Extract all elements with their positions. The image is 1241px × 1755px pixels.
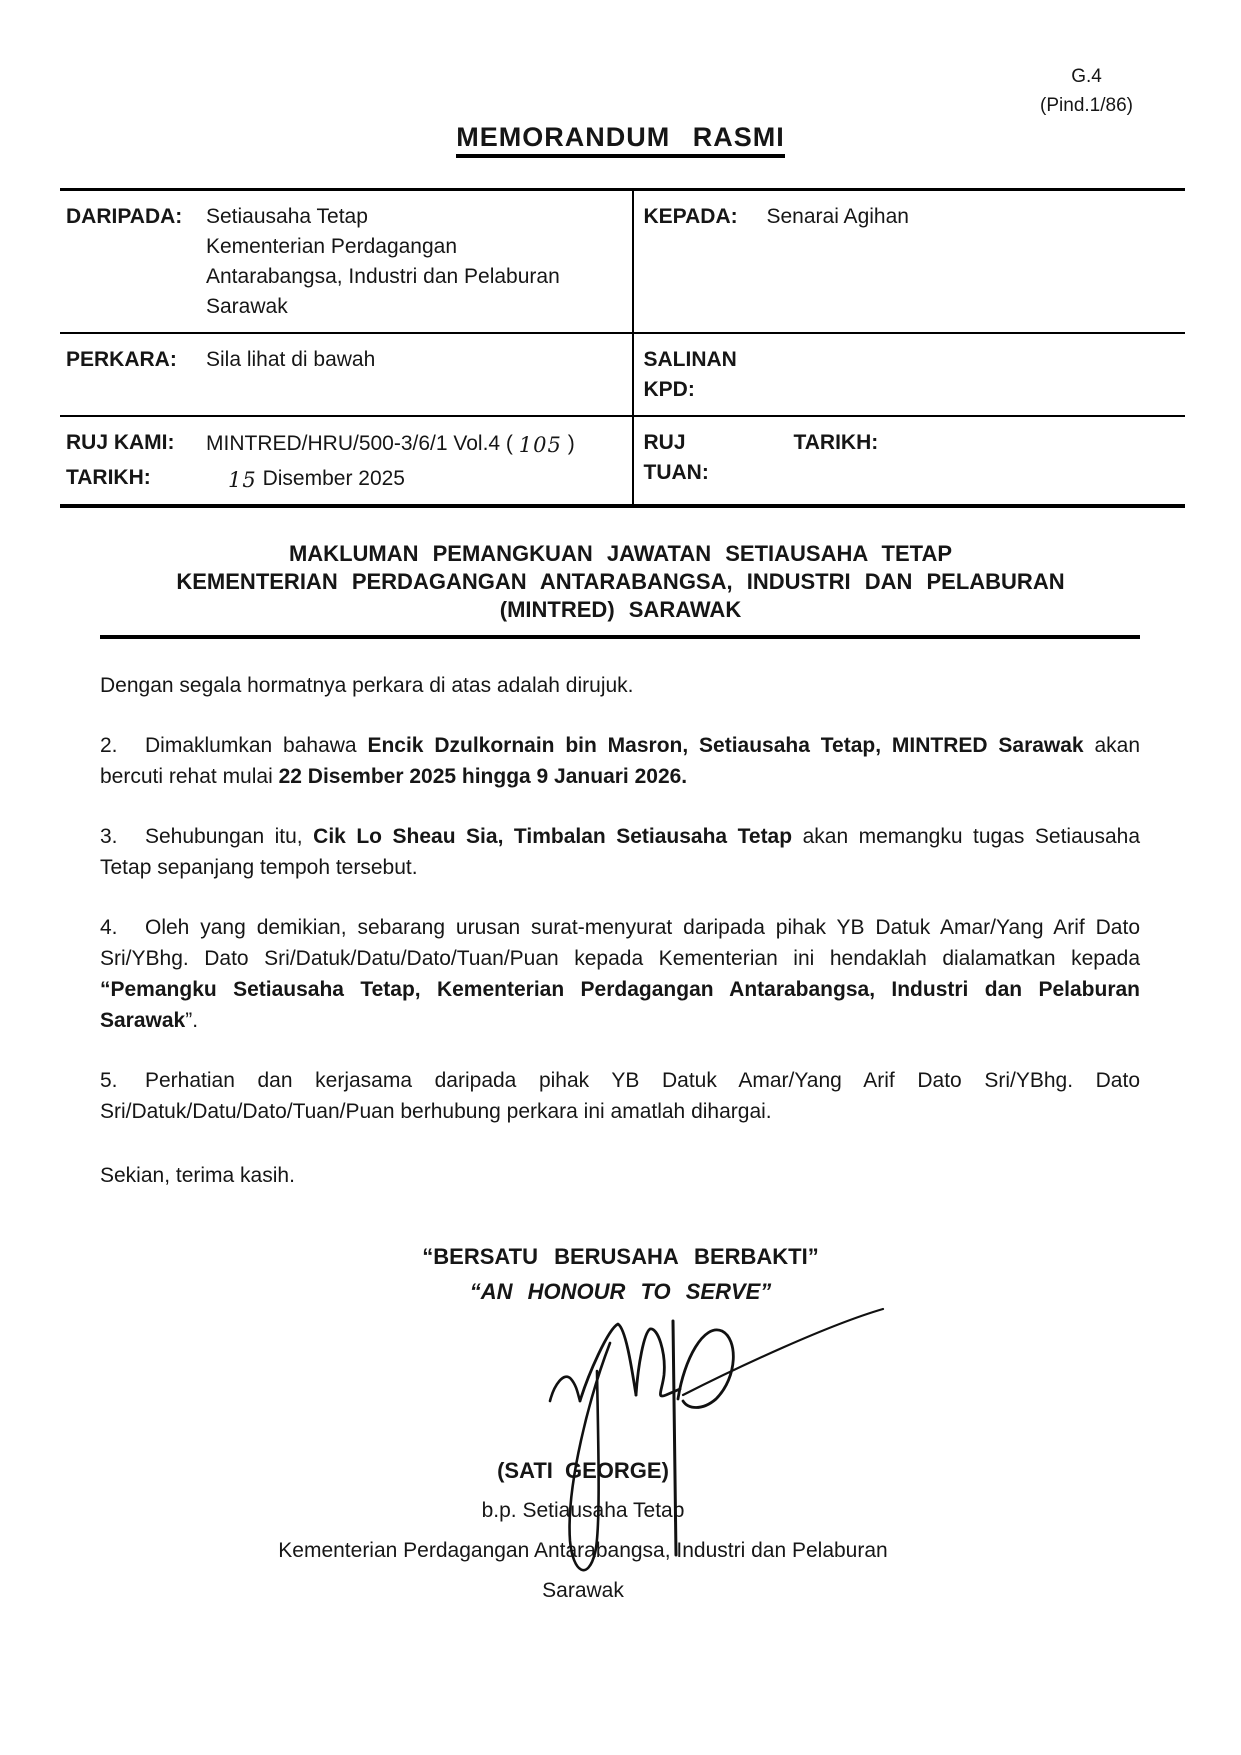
paragraph-5 xyxy=(100,1065,1140,1127)
ruj-tuan-label xyxy=(644,428,794,494)
paragraph-text: Dimaklumkan bahawa xyxy=(145,734,368,757)
paragraph-text: Sehubungan itu, xyxy=(145,825,314,848)
closing-line: Sekian, terima kasih. xyxy=(100,1164,295,1187)
cell-perkara xyxy=(60,334,632,415)
signature-org-line-2: Sarawak xyxy=(542,1579,624,1602)
subject-line-1: MAKLUMAN PEMANGKUAN JAWATAN SETIAUSAHA TETAP xyxy=(288,541,953,566)
tarikh-label: TARIKH: xyxy=(66,466,151,489)
subject-line-2: KEMENTERIAN PERDAGANGAN ANTARABANGSA, INDUSTRI DAN PELABURAN xyxy=(176,569,1065,594)
signature-bp-line: b.p. Setiausaha Tetap xyxy=(481,1499,685,1522)
subject-heading xyxy=(100,540,1141,624)
ruj-kami-handwritten-number: 105 xyxy=(518,433,562,457)
paragraph-4 xyxy=(100,912,1140,1036)
kepada-label: KEPADA: xyxy=(643,205,738,228)
paragraph-bold-text: 22 Disember 2025 hingga 9 Januari 2026. xyxy=(278,765,688,788)
salinan-label: SALINAN xyxy=(643,348,737,371)
paragraph-text: ”. xyxy=(185,1009,199,1032)
paragraph-number: 2. xyxy=(100,734,118,757)
daripada-line: Setiausaha Tetap xyxy=(206,205,368,228)
paragraph-1: Dengan segala hormatnya perkara di atas adalah dirujuk. xyxy=(100,674,634,697)
paragraph-number: 4. xyxy=(100,916,118,939)
form-code: G.4 xyxy=(1071,66,1102,87)
daripada-value xyxy=(206,202,626,322)
tarikh-right-label: TARIKH: xyxy=(793,431,879,454)
motto-block xyxy=(0,1239,1241,1309)
paragraph-bold-text: Cik Lo Sheau Sia, Timbalan Setiausaha Tetap xyxy=(313,825,793,848)
ruj-kami-printed: MINTRED/HRU/500-3/6/1 Vol.4 ( xyxy=(206,432,513,455)
memo-header-table xyxy=(60,188,1185,508)
cell-ruj-tuan xyxy=(632,417,1186,504)
ruj-kami-label: RUJ KAMI: xyxy=(66,431,175,454)
form-revision: (Pind.1/86) xyxy=(1040,95,1133,117)
paragraph-text: akan memangku tugas Setiausaha Tetap sepanjang tempoh tersebut. xyxy=(100,825,1140,879)
ruj-kami-value xyxy=(206,428,626,459)
page-title: MEMORANDUM RASMI xyxy=(456,122,784,158)
daripada-label: DARIPADA: xyxy=(66,205,183,228)
signature-org-line: Kementerian Perdagangan Antarabangsa, Industri dan Pelaburan xyxy=(278,1539,888,1562)
kepada-value: Senarai Agihan xyxy=(766,205,909,228)
cell-ruj-kami xyxy=(60,417,632,504)
tarikh-handwritten-day: 15 xyxy=(228,468,257,492)
paragraph-text: Oleh yang demikian, sebarang urusan surat-menyurat daripada pihak YB Datuk Amar/Yang Arif Dato Sri/YBhg. Dato Sri/Datuk/Datu/Dato/Tuan/Puan kepada Kementerian ini hendaklah dialamatkan kepada xyxy=(100,916,1140,970)
daripada-line: Sarawak xyxy=(206,295,288,318)
table-row-ruj-tarikh xyxy=(60,415,1185,504)
signature-block xyxy=(0,1451,1166,1611)
motto-malay: “BERSATU BERUSAHA BERBAKTI” xyxy=(422,1244,819,1269)
perkara-value: Sila lihat di bawah xyxy=(206,348,376,371)
paragraph-number: 5. xyxy=(100,1069,118,1092)
ruj-label-line: RUJ xyxy=(643,431,686,454)
paragraph-number: 3. xyxy=(100,825,118,848)
memo-body xyxy=(100,670,1140,1191)
motto-english: “AN HONOUR TO SERVE” xyxy=(469,1279,772,1304)
cell-daripada xyxy=(60,191,632,332)
paragraph-text: akan bercuti rehat mulai xyxy=(100,734,1141,788)
kpd-label: KPD: xyxy=(643,378,695,401)
cell-kepada xyxy=(632,191,1186,332)
paragraph-2 xyxy=(100,730,1140,792)
table-row-perkara-salinan xyxy=(60,332,1185,415)
daripada-line: Kementerian Perdagangan xyxy=(206,235,458,258)
paragraph-bold-text: Encik Dzulkornain bin Masron, Setiausaha Tetap, MINTRED Sarawak xyxy=(367,734,1084,757)
paragraph-bold-text: “Pemangku Setiausaha Tetap, Kementerian Perdagangan Antarabangsa, Industri dan Pelaburan Sarawak xyxy=(100,978,1140,1032)
subject-underline xyxy=(100,635,1140,639)
paragraph-3 xyxy=(100,821,1140,883)
cell-salinan-kpd xyxy=(632,334,1186,415)
table-row-daripada-kepada xyxy=(60,191,1185,332)
subject-line-3: (MINTRED) SARAWAK xyxy=(499,597,742,622)
signatory-name: (SATI GEORGE) xyxy=(497,1458,669,1483)
tuan-label-line: TUAN: xyxy=(643,461,709,484)
tarikh-printed: Disember 2025 xyxy=(262,467,405,490)
ruj-kami-close-paren: ) xyxy=(567,432,575,455)
tarikh-value xyxy=(206,463,626,494)
perkara-label: PERKARA: xyxy=(66,348,177,371)
daripada-line: Antarabangsa, Industri dan Pelaburan xyxy=(206,265,560,288)
form-code-block xyxy=(1040,62,1133,121)
paragraph-text: Perhatian dan kerjasama daripada pihak YB Datuk Amar/Yang Arif Dato Sri/YBhg. Dato Sri/Datuk/Datu/Dato/Tuan/Puan berhubung perkara ini amatlah dihargai. xyxy=(100,1069,1140,1123)
